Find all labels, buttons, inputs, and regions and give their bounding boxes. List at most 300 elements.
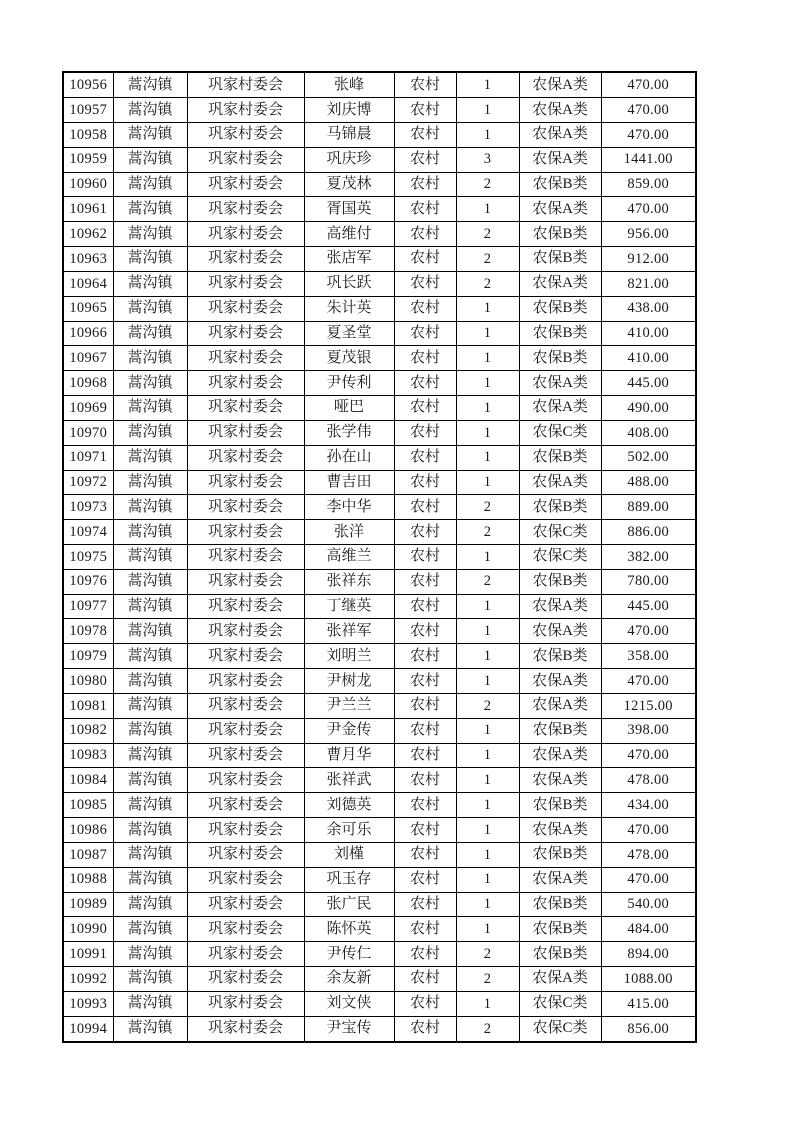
cell-amount: 410.00	[601, 346, 696, 371]
cell-person-name: 巩庆珍	[304, 147, 394, 172]
table-row	[63, 470, 696, 495]
cell-insurance-category: 农保B类	[519, 296, 601, 321]
cell-town: 蒿沟镇	[113, 371, 187, 396]
cell-serial-number: 10989	[63, 892, 113, 917]
cell-village-committee: 巩家村委会	[187, 669, 304, 694]
table-row	[63, 743, 696, 768]
cell-person-name: 朱计英	[304, 296, 394, 321]
table-row	[63, 942, 696, 967]
cell-insurance-category: 农保B类	[519, 445, 601, 470]
cell-person-count: 2	[456, 495, 519, 520]
cell-person-name: 尹树龙	[304, 669, 394, 694]
table-row	[63, 644, 696, 669]
table-row	[63, 1016, 696, 1042]
cell-residence-type: 农村	[394, 669, 456, 694]
cell-person-name: 陈怀英	[304, 917, 394, 942]
cell-village-committee: 巩家村委会	[187, 72, 304, 98]
cell-person-count: 3	[456, 147, 519, 172]
cell-insurance-category: 农保A类	[519, 619, 601, 644]
cell-amount: 894.00	[601, 942, 696, 967]
table-row	[63, 122, 696, 147]
cell-amount: 540.00	[601, 892, 696, 917]
cell-person-name: 哑巴	[304, 396, 394, 421]
cell-insurance-category: 农保A类	[519, 743, 601, 768]
cell-serial-number: 10976	[63, 569, 113, 594]
cell-amount: 358.00	[601, 644, 696, 669]
cell-person-name: 张峰	[304, 72, 394, 98]
cell-serial-number: 10980	[63, 669, 113, 694]
cell-village-committee: 巩家村委会	[187, 644, 304, 669]
cell-person-count: 2	[456, 172, 519, 197]
cell-person-count: 2	[456, 569, 519, 594]
cell-insurance-category: 农保B类	[519, 247, 601, 272]
cell-person-count: 1	[456, 72, 519, 98]
cell-residence-type: 农村	[394, 495, 456, 520]
cell-insurance-category: 农保A类	[519, 867, 601, 892]
cell-village-committee: 巩家村委会	[187, 991, 304, 1016]
cell-person-name: 尹兰兰	[304, 693, 394, 718]
cell-person-count: 1	[456, 818, 519, 843]
table-row	[63, 396, 696, 421]
cell-village-committee: 巩家村委会	[187, 271, 304, 296]
cell-village-committee: 巩家村委会	[187, 743, 304, 768]
cell-serial-number: 10991	[63, 942, 113, 967]
cell-amount: 470.00	[601, 197, 696, 222]
cell-residence-type: 农村	[394, 718, 456, 743]
cell-residence-type: 农村	[394, 967, 456, 992]
cell-amount: 445.00	[601, 371, 696, 396]
cell-town: 蒿沟镇	[113, 197, 187, 222]
cell-amount: 886.00	[601, 520, 696, 545]
cell-town: 蒿沟镇	[113, 147, 187, 172]
cell-amount: 470.00	[601, 619, 696, 644]
cell-insurance-category: 农保A类	[519, 122, 601, 147]
cell-person-count: 1	[456, 321, 519, 346]
cell-serial-number: 10968	[63, 371, 113, 396]
cell-person-name: 刘文侠	[304, 991, 394, 1016]
cell-serial-number: 10985	[63, 793, 113, 818]
cell-residence-type: 农村	[394, 371, 456, 396]
table-row	[63, 967, 696, 992]
cell-residence-type: 农村	[394, 445, 456, 470]
cell-person-count: 1	[456, 917, 519, 942]
cell-insurance-category: 农保A类	[519, 693, 601, 718]
cell-amount: 478.00	[601, 768, 696, 793]
table-row	[63, 222, 696, 247]
cell-insurance-category: 农保B类	[519, 942, 601, 967]
cell-person-name: 曹月华	[304, 743, 394, 768]
cell-person-name: 张祥军	[304, 619, 394, 644]
cell-residence-type: 农村	[394, 693, 456, 718]
cell-person-count: 2	[456, 1016, 519, 1042]
cell-person-count: 2	[456, 247, 519, 272]
cell-amount: 478.00	[601, 842, 696, 867]
cell-person-name: 孙在山	[304, 445, 394, 470]
cell-serial-number: 10970	[63, 420, 113, 445]
cell-amount: 1441.00	[601, 147, 696, 172]
cell-residence-type: 农村	[394, 842, 456, 867]
cell-amount: 484.00	[601, 917, 696, 942]
cell-village-committee: 巩家村委会	[187, 346, 304, 371]
cell-residence-type: 农村	[394, 545, 456, 570]
cell-town: 蒿沟镇	[113, 917, 187, 942]
cell-insurance-category: 农保C类	[519, 545, 601, 570]
cell-town: 蒿沟镇	[113, 942, 187, 967]
cell-insurance-category: 农保B类	[519, 644, 601, 669]
cell-residence-type: 农村	[394, 917, 456, 942]
table-row	[63, 793, 696, 818]
cell-town: 蒿沟镇	[113, 818, 187, 843]
cell-person-name: 丁继英	[304, 594, 394, 619]
cell-town: 蒿沟镇	[113, 396, 187, 421]
cell-person-count: 1	[456, 892, 519, 917]
cell-residence-type: 农村	[394, 172, 456, 197]
cell-amount: 488.00	[601, 470, 696, 495]
cell-village-committee: 巩家村委会	[187, 321, 304, 346]
cell-person-count: 1	[456, 619, 519, 644]
cell-insurance-category: 农保A类	[519, 768, 601, 793]
table-row	[63, 420, 696, 445]
cell-serial-number: 10974	[63, 520, 113, 545]
cell-amount: 1215.00	[601, 693, 696, 718]
table-row	[63, 172, 696, 197]
table-row	[63, 72, 696, 98]
cell-person-name: 李中华	[304, 495, 394, 520]
cell-town: 蒿沟镇	[113, 420, 187, 445]
cell-insurance-category: 农保A类	[519, 669, 601, 694]
cell-person-count: 1	[456, 545, 519, 570]
cell-insurance-category: 农保B类	[519, 917, 601, 942]
cell-person-count: 2	[456, 967, 519, 992]
cell-serial-number: 10981	[63, 693, 113, 718]
cell-residence-type: 农村	[394, 271, 456, 296]
cell-town: 蒿沟镇	[113, 271, 187, 296]
table-row	[63, 346, 696, 371]
cell-village-committee: 巩家村委会	[187, 867, 304, 892]
cell-serial-number: 10990	[63, 917, 113, 942]
cell-person-name: 张祥武	[304, 768, 394, 793]
cell-person-count: 1	[456, 743, 519, 768]
cell-insurance-category: 农保A类	[519, 197, 601, 222]
cell-amount: 445.00	[601, 594, 696, 619]
cell-residence-type: 农村	[394, 122, 456, 147]
cell-town: 蒿沟镇	[113, 793, 187, 818]
cell-residence-type: 农村	[394, 569, 456, 594]
cell-serial-number: 10964	[63, 271, 113, 296]
cell-person-name: 尹宝传	[304, 1016, 394, 1042]
cell-village-committee: 巩家村委会	[187, 420, 304, 445]
cell-insurance-category: 农保B类	[519, 222, 601, 247]
cell-village-committee: 巩家村委会	[187, 98, 304, 123]
cell-residence-type: 农村	[394, 197, 456, 222]
cell-insurance-category: 农保B类	[519, 346, 601, 371]
cell-person-name: 张广民	[304, 892, 394, 917]
cell-town: 蒿沟镇	[113, 222, 187, 247]
cell-insurance-category: 农保B类	[519, 321, 601, 346]
table-row	[63, 619, 696, 644]
cell-residence-type: 农村	[394, 396, 456, 421]
cell-serial-number: 10965	[63, 296, 113, 321]
cell-amount: 408.00	[601, 420, 696, 445]
cell-person-name: 曹吉田	[304, 470, 394, 495]
table-row	[63, 991, 696, 1016]
cell-insurance-category: 农保B类	[519, 793, 601, 818]
cell-residence-type: 农村	[394, 470, 456, 495]
cell-amount: 434.00	[601, 793, 696, 818]
cell-serial-number: 10986	[63, 818, 113, 843]
cell-person-name: 夏茂林	[304, 172, 394, 197]
table-row	[63, 867, 696, 892]
cell-amount: 470.00	[601, 122, 696, 147]
cell-serial-number: 10958	[63, 122, 113, 147]
cell-village-committee: 巩家村委会	[187, 569, 304, 594]
cell-serial-number: 10988	[63, 867, 113, 892]
cell-residence-type: 农村	[394, 420, 456, 445]
table-row	[63, 718, 696, 743]
cell-village-committee: 巩家村委会	[187, 296, 304, 321]
cell-serial-number: 10972	[63, 470, 113, 495]
cell-town: 蒿沟镇	[113, 98, 187, 123]
cell-amount: 398.00	[601, 718, 696, 743]
cell-residence-type: 农村	[394, 793, 456, 818]
cell-insurance-category: 农保B类	[519, 892, 601, 917]
cell-residence-type: 农村	[394, 768, 456, 793]
cell-insurance-category: 农保A类	[519, 818, 601, 843]
cell-person-name: 巩玉存	[304, 867, 394, 892]
cell-village-committee: 巩家村委会	[187, 247, 304, 272]
cell-serial-number: 10966	[63, 321, 113, 346]
cell-residence-type: 农村	[394, 818, 456, 843]
cell-town: 蒿沟镇	[113, 122, 187, 147]
table-row	[63, 669, 696, 694]
cell-amount: 382.00	[601, 545, 696, 570]
cell-residence-type: 农村	[394, 296, 456, 321]
cell-person-name: 张祥东	[304, 569, 394, 594]
cell-amount: 859.00	[601, 172, 696, 197]
table-row	[63, 842, 696, 867]
cell-person-name: 尹金传	[304, 718, 394, 743]
cell-town: 蒿沟镇	[113, 495, 187, 520]
cell-person-name: 尹传利	[304, 371, 394, 396]
cell-town: 蒿沟镇	[113, 892, 187, 917]
cell-person-count: 1	[456, 445, 519, 470]
cell-village-committee: 巩家村委会	[187, 371, 304, 396]
cell-insurance-category: 农保A类	[519, 396, 601, 421]
cell-insurance-category: 农保C类	[519, 420, 601, 445]
cell-serial-number: 10973	[63, 495, 113, 520]
cell-residence-type: 农村	[394, 222, 456, 247]
cell-village-committee: 巩家村委会	[187, 967, 304, 992]
cell-town: 蒿沟镇	[113, 520, 187, 545]
cell-serial-number: 10961	[63, 197, 113, 222]
cell-amount: 470.00	[601, 72, 696, 98]
cell-person-name: 胥国英	[304, 197, 394, 222]
cell-insurance-category: 农保B类	[519, 172, 601, 197]
cell-residence-type: 农村	[394, 619, 456, 644]
cell-person-count: 2	[456, 693, 519, 718]
cell-person-count: 1	[456, 768, 519, 793]
table-row	[63, 693, 696, 718]
cell-residence-type: 农村	[394, 346, 456, 371]
cell-person-count: 1	[456, 98, 519, 123]
table-row	[63, 147, 696, 172]
cell-person-count: 2	[456, 520, 519, 545]
table-row	[63, 98, 696, 123]
cell-person-name: 高维兰	[304, 545, 394, 570]
cell-village-committee: 巩家村委会	[187, 545, 304, 570]
cell-town: 蒿沟镇	[113, 569, 187, 594]
cell-town: 蒿沟镇	[113, 644, 187, 669]
cell-residence-type: 农村	[394, 991, 456, 1016]
cell-town: 蒿沟镇	[113, 1016, 187, 1042]
cell-serial-number: 10979	[63, 644, 113, 669]
cell-village-committee: 巩家村委会	[187, 1016, 304, 1042]
cell-person-count: 1	[456, 991, 519, 1016]
cell-village-committee: 巩家村委会	[187, 147, 304, 172]
cell-person-count: 1	[456, 867, 519, 892]
cell-insurance-category: 农保A类	[519, 470, 601, 495]
cell-residence-type: 农村	[394, 321, 456, 346]
cell-amount: 470.00	[601, 98, 696, 123]
table-row	[63, 768, 696, 793]
cell-village-committee: 巩家村委会	[187, 892, 304, 917]
cell-person-name: 余可乐	[304, 818, 394, 843]
cell-town: 蒿沟镇	[113, 718, 187, 743]
cell-village-committee: 巩家村委会	[187, 172, 304, 197]
cell-serial-number: 10962	[63, 222, 113, 247]
cell-town: 蒿沟镇	[113, 842, 187, 867]
cell-person-name: 张洋	[304, 520, 394, 545]
cell-amount: 856.00	[601, 1016, 696, 1042]
cell-amount: 415.00	[601, 991, 696, 1016]
cell-residence-type: 农村	[394, 1016, 456, 1042]
cell-residence-type: 农村	[394, 98, 456, 123]
cell-amount: 889.00	[601, 495, 696, 520]
table-row	[63, 321, 696, 346]
cell-town: 蒿沟镇	[113, 669, 187, 694]
cell-insurance-category: 农保A类	[519, 371, 601, 396]
cell-person-name: 马锦晨	[304, 122, 394, 147]
cell-town: 蒿沟镇	[113, 172, 187, 197]
cell-serial-number: 10987	[63, 842, 113, 867]
cell-town: 蒿沟镇	[113, 247, 187, 272]
cell-amount: 470.00	[601, 818, 696, 843]
cell-residence-type: 农村	[394, 147, 456, 172]
cell-serial-number: 10975	[63, 545, 113, 570]
cell-insurance-category: 农保A类	[519, 98, 601, 123]
table-row	[63, 594, 696, 619]
cell-insurance-category: 农保A类	[519, 72, 601, 98]
cell-person-count: 1	[456, 793, 519, 818]
cell-person-count: 1	[456, 470, 519, 495]
cell-town: 蒿沟镇	[113, 445, 187, 470]
cell-amount: 912.00	[601, 247, 696, 272]
cell-residence-type: 农村	[394, 72, 456, 98]
table-row	[63, 197, 696, 222]
table-row	[63, 247, 696, 272]
cell-amount: 780.00	[601, 569, 696, 594]
cell-serial-number: 10994	[63, 1016, 113, 1042]
cell-serial-number: 10993	[63, 991, 113, 1016]
cell-serial-number: 10963	[63, 247, 113, 272]
cell-insurance-category: 农保B类	[519, 718, 601, 743]
cell-town: 蒿沟镇	[113, 72, 187, 98]
cell-village-committee: 巩家村委会	[187, 693, 304, 718]
cell-amount: 956.00	[601, 222, 696, 247]
table-row	[63, 371, 696, 396]
cell-person-count: 1	[456, 644, 519, 669]
cell-person-count: 1	[456, 197, 519, 222]
cell-amount: 438.00	[601, 296, 696, 321]
cell-person-count: 1	[456, 594, 519, 619]
cell-person-count: 1	[456, 396, 519, 421]
cell-serial-number: 10957	[63, 98, 113, 123]
cell-person-count: 1	[456, 346, 519, 371]
cell-village-committee: 巩家村委会	[187, 222, 304, 247]
cell-village-committee: 巩家村委会	[187, 520, 304, 545]
cell-village-committee: 巩家村委会	[187, 594, 304, 619]
cell-town: 蒿沟镇	[113, 346, 187, 371]
cell-village-committee: 巩家村委会	[187, 818, 304, 843]
cell-person-name: 夏圣堂	[304, 321, 394, 346]
cell-person-count: 2	[456, 942, 519, 967]
table-row	[63, 569, 696, 594]
cell-amount: 410.00	[601, 321, 696, 346]
cell-person-count: 1	[456, 669, 519, 694]
cell-person-count: 1	[456, 296, 519, 321]
cell-village-committee: 巩家村委会	[187, 197, 304, 222]
cell-serial-number: 10984	[63, 768, 113, 793]
cell-person-name: 刘庆博	[304, 98, 394, 123]
cell-person-count: 2	[456, 222, 519, 247]
cell-village-committee: 巩家村委会	[187, 619, 304, 644]
cell-village-committee: 巩家村委会	[187, 793, 304, 818]
cell-serial-number: 10969	[63, 396, 113, 421]
cell-person-name: 夏茂银	[304, 346, 394, 371]
table-row	[63, 520, 696, 545]
cell-town: 蒿沟镇	[113, 768, 187, 793]
cell-person-name: 高维付	[304, 222, 394, 247]
cell-person-count: 1	[456, 371, 519, 396]
cell-village-committee: 巩家村委会	[187, 942, 304, 967]
cell-village-committee: 巩家村委会	[187, 396, 304, 421]
cell-serial-number: 10959	[63, 147, 113, 172]
cell-person-count: 1	[456, 420, 519, 445]
cell-serial-number: 10992	[63, 967, 113, 992]
cell-serial-number: 10983	[63, 743, 113, 768]
cell-amount: 470.00	[601, 867, 696, 892]
cell-village-committee: 巩家村委会	[187, 445, 304, 470]
table-row	[63, 917, 696, 942]
table-row	[63, 296, 696, 321]
cell-amount: 502.00	[601, 445, 696, 470]
cell-residence-type: 农村	[394, 594, 456, 619]
cell-serial-number: 10982	[63, 718, 113, 743]
cell-town: 蒿沟镇	[113, 545, 187, 570]
cell-town: 蒿沟镇	[113, 296, 187, 321]
cell-person-name: 刘槿	[304, 842, 394, 867]
insurance-roster-table	[62, 71, 697, 1043]
table-row	[63, 271, 696, 296]
cell-village-committee: 巩家村委会	[187, 917, 304, 942]
cell-serial-number: 10960	[63, 172, 113, 197]
cell-person-count: 1	[456, 842, 519, 867]
cell-serial-number: 10967	[63, 346, 113, 371]
cell-town: 蒿沟镇	[113, 693, 187, 718]
cell-insurance-category: 农保A类	[519, 594, 601, 619]
cell-serial-number: 10971	[63, 445, 113, 470]
cell-person-name: 余友新	[304, 967, 394, 992]
